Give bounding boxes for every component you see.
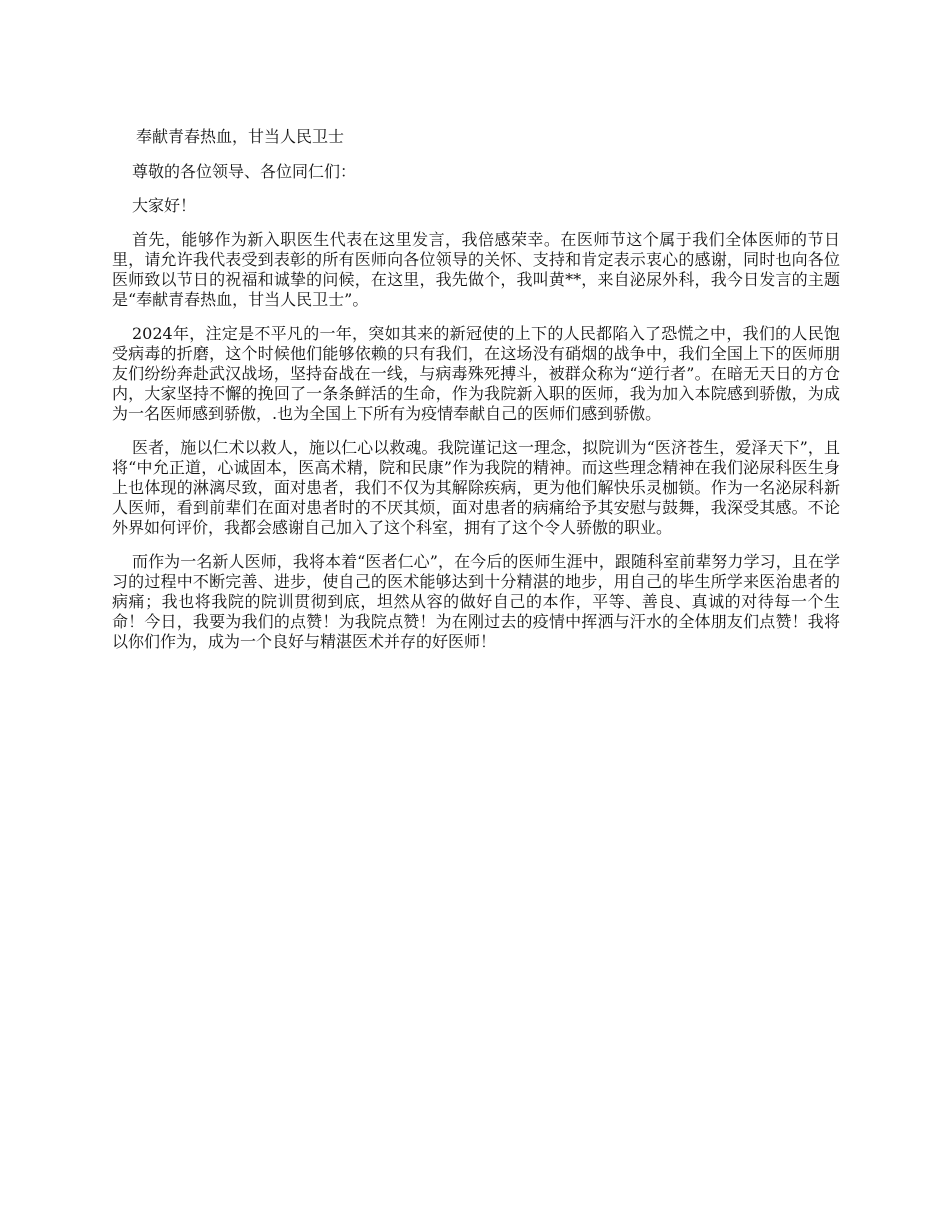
salutation: 尊敬的各位领导、各位同仁们： — [132, 162, 357, 181]
paragraph-hospital-spirit: 医者，施以仁术以救人，施以仁心以救魂。我院谨记这一理念，拟院训为“医济苍生，爱泽天下”，且将“中允正道，心诚固本，医高术精，院和民康”作为我院的精神。而这些理念精神在我们泌尿科医生身上也体现的淋漓尽致，面对患者，我们不仅为其解除疾病，更为他们解快乐灵枷锁。作为一名泌尿科新人医师，看到前辈们在面对患者时的不厌其烦，面对患者的病痛给予其安慰与鼓舞，我深受其感。不论外界如何评价，我都会感谢自己加入了这个科室，拥有了这个令人骄傲的职业。 — [112, 438, 840, 537]
paragraph-conclusion: 而作为一名新人医师，我将本着“医者仁心”，在今后的医师生涯中，跟随科室前辈努力学习，且在学习的过程中不断完善、进步，使自己的医术能够达到十分精湛的地步，用自己的毕生所学来医治患者的病痛；我也将我院的院训贯彻到底，坦然从容的做好自己的本作，平等、善良、真诚的对待每一个生命！今日，我要为我们的点赞！为我院点赞！为在刚过去的疫情中挥洒与汗水的全体朋友们点赞！我将以你们作为，成为一个良好与精湛医术并存的好医师！ — [112, 552, 840, 651]
greeting: 大家好！ — [132, 196, 197, 215]
paragraph-introduction: 首先，能够作为新入职医生代表在这里发言，我倍感荣幸。在医师节这个属于我们全体医师的节日里，请允许我代表受到表彰的所有医师向各位领导的关怀、支持和肯定表示衷心的感谢，同时也向各位医师致以节日的祝福和诚挚的问候，在这里，我先做个，我叫黄**，来自泌尿外科，我今日发言的主题是“奉献青春热血，甘当人民卫士”。 — [112, 230, 840, 309]
paragraph-2024: 2024年，注定是不平凡的一年，突如其来的新冠使的上下的人民都陷入了恐慌之中，我们的人民饱受病毒的折磨，这个时候他们能够依赖的只有我们，在这场没有硝烟的战争中，我们全国上下的医师朋友们纷纷奔赴武汉战场，坚持奋战在一线，与病毒殊死搏斗，被群众称为“逆行者”。在暗无天日的方仓内，大家坚持不懈的挽回了一条条鲜活的生命，作为我院新入职的医师，我为加入本院感到骄傲，为成为一名医师感到骄傲，.也为全国上下所有为疫情奉献自己的医师们感到骄傲。 — [112, 324, 840, 423]
document-body — [112, 126, 840, 666]
speech-title: 奉献青春热血，甘当人民卫士 — [136, 127, 345, 146]
